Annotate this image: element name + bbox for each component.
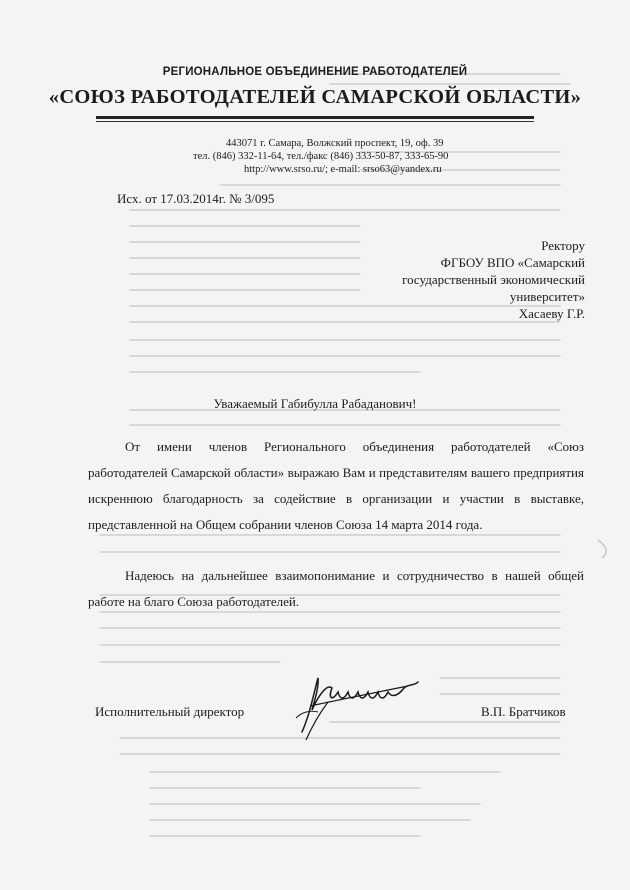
salutation: Уважаемый Габибулла Рабаданович!: [213, 396, 417, 411]
org-phones: тел. (846) 332-11-64, тел./факс (846) 333-50-87, 333-65-90: [193, 151, 449, 162]
body-paragraph: От имени членов Регионального объединения работодателей «Союз работодателей Самарской области» выражаю Вам и представителям вашего предприятия искреннюю благодарность за содействие в организации и участии в выставке, представленной на Общем собрании членов Союза 14 марта 2014 года.: [88, 439, 584, 532]
recipient-line: ФГБОУ ВПО «Самарский: [440, 255, 585, 270]
body-paragraph: Надеюсь на дальнейшее взаимопонимание и сотрудничество в нашей общей работе на благо Союза работодателей.: [88, 568, 584, 609]
org-web-email: http://www.srso.ru/; e-mail: srso63@yandex.ru: [244, 164, 442, 175]
signer-position: Исполнительный директор: [95, 704, 245, 719]
header-rule-thin: [96, 121, 534, 122]
recipient-line: государственный экономический: [402, 272, 585, 287]
org-name-title: «СОЮЗ РАБОТОДАТЕЛЕЙ САМАРСКОЙ ОБЛАСТИ»: [48, 86, 582, 108]
recipient-line: Хасаеву Г.Р.: [518, 306, 585, 321]
handwritten-signature: [288, 662, 438, 742]
outgoing-number: Исх. от 17.03.2014г. № 3/095: [117, 191, 275, 206]
header-rule-thick: [96, 116, 534, 119]
recipient-line: университет»: [509, 289, 585, 304]
signer-name: В.П. Братчиков: [481, 704, 566, 719]
recipient-block: [285, 237, 585, 322]
org-header-line: РЕГИОНАЛЬНОЕ ОБЪЕДИНЕНИЕ РАБОТОДАТЕЛЕЙ: [162, 66, 468, 78]
org-address: 443071 г. Самара, Волжский проспект, 19, оф. 39: [226, 138, 444, 149]
recipient-line: Ректору: [541, 238, 585, 253]
